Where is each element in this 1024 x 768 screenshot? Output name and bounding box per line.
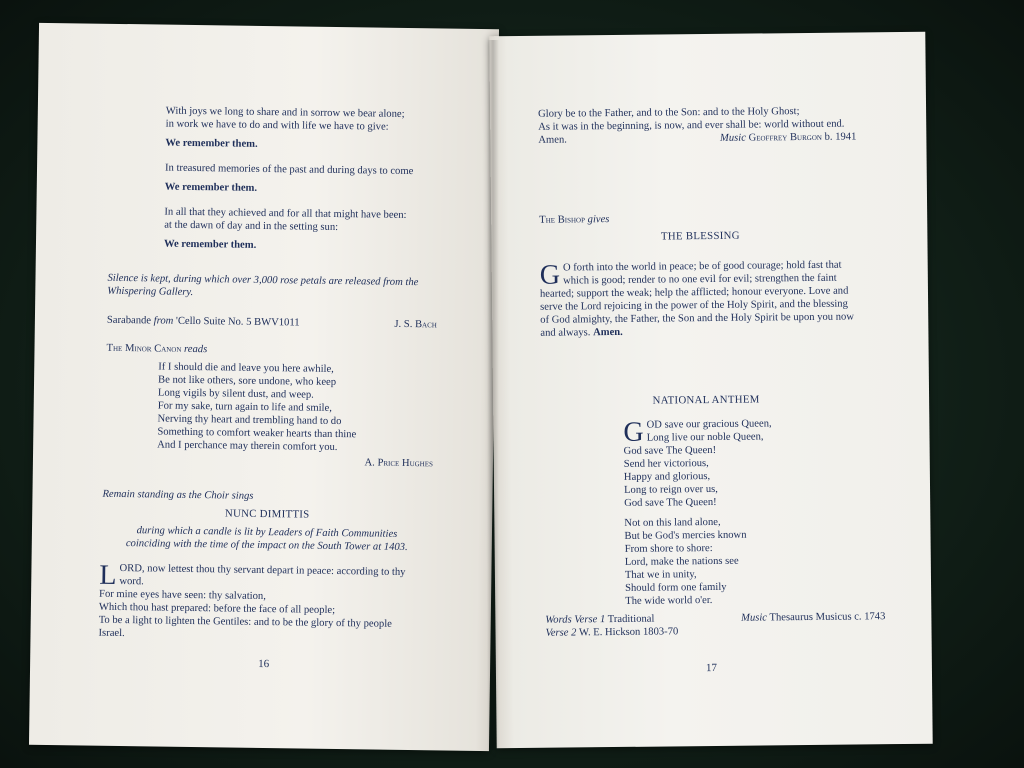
nunc-dimittis-text bbox=[98, 559, 439, 645]
litany-response: We remember them. bbox=[163, 238, 257, 251]
anthem-line: Not on this land alone, bbox=[624, 516, 721, 529]
music-year: b. 1941 bbox=[824, 131, 857, 143]
rubric-line: Silence is kept, during which over 3,000 rose petals are released from the bbox=[107, 272, 419, 289]
minor-canon-label: The Minor Canon bbox=[106, 342, 182, 355]
rubric-line: coinciding with the time of the impact on the South Tower at 1403. bbox=[125, 538, 408, 554]
reads-label: reads bbox=[184, 343, 208, 356]
blessing-line: serve the Lord rejoicing in the power of the Holy Spirit, and the blessing bbox=[540, 298, 848, 313]
gloria-line: Glory be to the Father, and to the Son: and to the Holy Ghost; bbox=[538, 106, 800, 120]
anthem-line: Should form one family bbox=[625, 581, 727, 594]
poem-line: For my sake, turn again to life and smile, bbox=[157, 400, 332, 414]
anthem-line: God save The Queen! bbox=[623, 444, 717, 457]
bishop-label: The Bishop bbox=[539, 214, 586, 226]
choir-rubric: Remain standing as the Choir sings bbox=[102, 488, 254, 502]
page-number-right: 17 bbox=[705, 661, 717, 675]
anthem-line: OD save our gracious Queen, bbox=[646, 418, 772, 431]
drop-cap-letter: G bbox=[539, 259, 561, 291]
music-credit-sarabande bbox=[107, 314, 437, 332]
rubric-line: during which a candle is lit by Leaders of Faith Communities bbox=[136, 525, 398, 540]
poem-line: Be not like others, sore undone, who keep bbox=[158, 374, 337, 389]
drop-cap-letter: G bbox=[623, 416, 644, 448]
anthem-line: From shore to shore: bbox=[624, 542, 713, 555]
music-title: Sarabande bbox=[106, 314, 152, 327]
gloria-music-credit bbox=[720, 130, 856, 144]
litany-response: We remember them. bbox=[165, 137, 258, 150]
music-composer: J. S. Bach bbox=[394, 318, 437, 331]
gloria-line: As it was in the beginning, is now, and ever shall be: world without end. bbox=[538, 118, 845, 133]
poem bbox=[157, 361, 438, 456]
anthem-line: Long live our noble Queen, bbox=[646, 431, 764, 444]
music-composer: Geoffrey Burgon bbox=[748, 131, 822, 144]
anthem-line: Lord, make the nations see bbox=[624, 555, 739, 568]
silence-rubric bbox=[107, 272, 467, 303]
words-verse-1: Traditional bbox=[607, 613, 655, 626]
blessing-line: and always. bbox=[540, 327, 591, 339]
canticle-line: Which thou hast prepared: before the face of all people; bbox=[98, 601, 336, 617]
canticle-line: Israel. bbox=[98, 627, 125, 640]
nunc-dimittis-title: NUNC DIMITTIS bbox=[224, 507, 310, 521]
poem-line: And I perchance may therein comfort you. bbox=[157, 439, 338, 454]
poem-line: If I should die and leave you here awhile, bbox=[158, 361, 334, 375]
poem-author: A. Price Hughes bbox=[364, 457, 434, 470]
blessing-line: O forth into the world in peace; be of good courage; hold fast that bbox=[562, 259, 842, 274]
canticle-line: For mine eyes have seen: thy salvation, bbox=[99, 588, 266, 603]
anthem-verse-1 bbox=[623, 416, 864, 510]
reflection-litany bbox=[164, 105, 486, 255]
rubric-line: Whispering Gallery. bbox=[107, 285, 194, 299]
poem-line: Long vigils by silent dust, and weep. bbox=[157, 387, 314, 401]
canticle-line: To be a light to lighten the Gentiles: and to be the glory of thy people bbox=[98, 614, 392, 630]
gives-label: gives bbox=[587, 214, 610, 226]
music-source: Thesaurus Musicus c. 1743 bbox=[769, 611, 886, 624]
blessing-line: of God almighty, the Father, the Son and the Holy Spirit be upon you now bbox=[540, 311, 855, 326]
anthem-credits bbox=[545, 610, 885, 640]
left-page bbox=[29, 23, 499, 751]
litany-line: In treasured memories of the past and during days to come bbox=[164, 162, 414, 178]
blessing-title: THE BLESSING bbox=[660, 229, 740, 243]
blessing-amen: Amen. bbox=[593, 326, 623, 339]
gloria-amen: Amen. bbox=[538, 134, 567, 146]
poem-line: Something to comfort weaker hearts than thine bbox=[157, 426, 357, 441]
poem-line: Nerving thy heart and trembling hand to do bbox=[157, 413, 342, 428]
anthem-line: That we in unity, bbox=[624, 569, 697, 581]
litany-line: at the dawn of day and in the setting sun: bbox=[164, 219, 339, 234]
anthem-line: The wide world o'er. bbox=[625, 594, 713, 607]
page-number-left: 16 bbox=[258, 657, 270, 671]
right-page bbox=[489, 32, 932, 749]
canticle-line: word. bbox=[119, 576, 144, 588]
bishop-rubric bbox=[539, 212, 739, 227]
words-label: Words Verse 1 bbox=[545, 614, 606, 626]
anthem-line: But be God's mercies known bbox=[624, 529, 747, 542]
litany-line: In all that they achieved and for all that might have been: bbox=[164, 206, 407, 221]
anthem-line: Long to reign over us, bbox=[623, 483, 718, 496]
music-label: Music bbox=[741, 612, 768, 624]
anthem-line: Send her victorious, bbox=[623, 458, 709, 470]
anthem-line: Happy and glorious, bbox=[623, 471, 711, 483]
litany-response: We remember them. bbox=[164, 181, 258, 194]
blessing-text bbox=[540, 258, 871, 339]
national-anthem-title: NATIONAL ANTHEM bbox=[652, 393, 760, 407]
drop-cap-letter: L bbox=[99, 559, 117, 591]
litany-line: With joys we long to share and in sorrow we bear alone; bbox=[165, 105, 405, 120]
music-label: Music bbox=[719, 132, 746, 144]
litany-line: in work we have to do and with life we have to give: bbox=[165, 118, 389, 133]
minor-canon-rubric bbox=[106, 342, 406, 359]
verse-2-author: W. E. Hickson 1803-70 bbox=[578, 626, 679, 639]
music-work: 'Cello Suite No. 5 BWV1011 bbox=[175, 315, 300, 329]
anthem-line: God save The Queen! bbox=[624, 496, 717, 509]
music-from: from bbox=[153, 315, 174, 327]
candle-rubric bbox=[92, 524, 442, 555]
blessing-line: hearted; support the weak; help the afflicted; honour everyone. Love and bbox=[539, 285, 849, 300]
verse-2-label: Verse 2 bbox=[545, 627, 577, 639]
anthem-verse-2 bbox=[624, 514, 865, 608]
blessing-line: which is good; render to no one evil for evil; strengthen the faint bbox=[563, 272, 837, 287]
gloria bbox=[538, 104, 868, 146]
canticle-line: ORD, now lettest thou thy servant depart in peace: according to thy bbox=[119, 563, 406, 578]
